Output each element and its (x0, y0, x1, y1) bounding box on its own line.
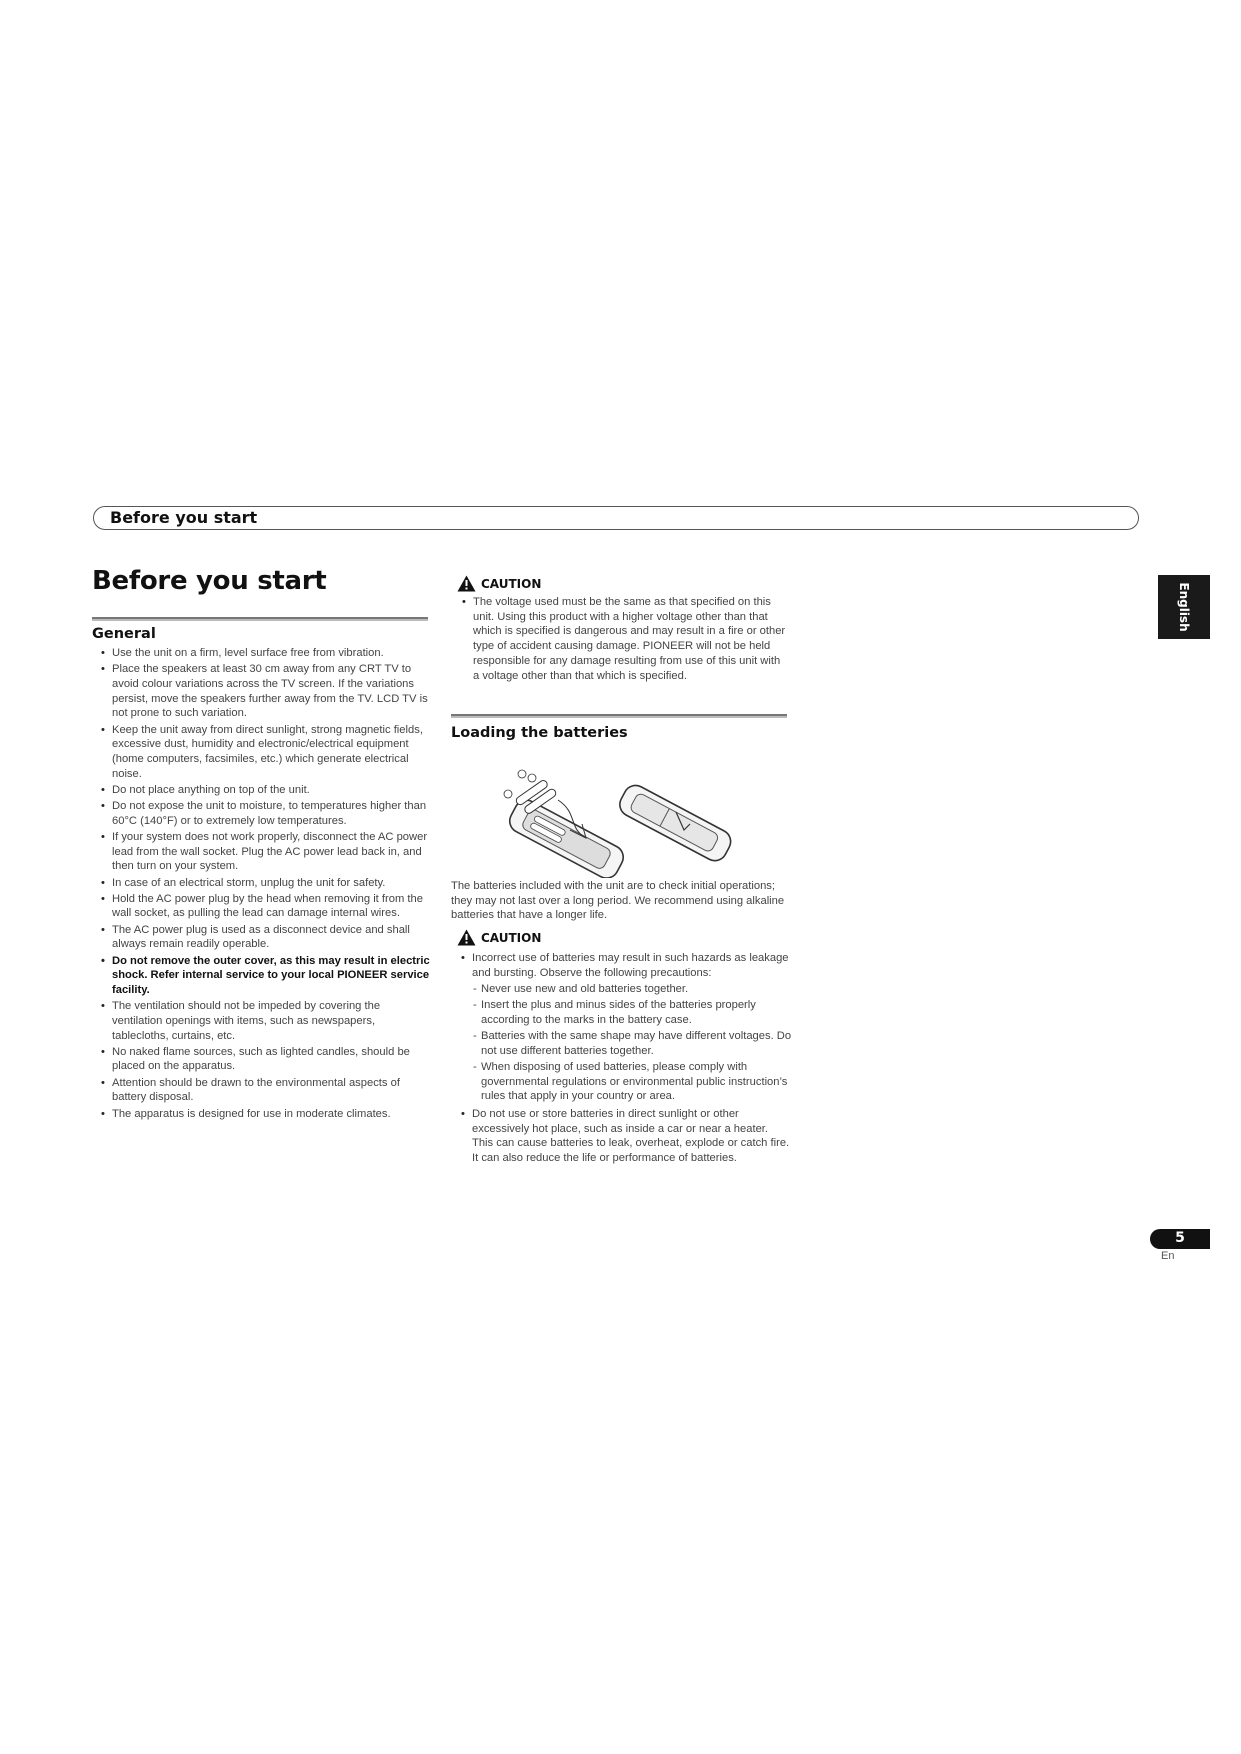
caution-2-item-1-text: Incorrect use of batteries may result in such hazards as leakage and bursting. Observe the following precautions: (472, 952, 789, 979)
page-language-code: En (1161, 1250, 1175, 1262)
caution-section-1 (453, 595, 787, 685)
header-title: Before you start (110, 508, 258, 527)
caution-1-text: • The voltage used must be the same as that specified on this unit. Using this product with a higher voltage other than that which is specified is dangerous and may result in a fire or other type of accident causing damage. PIONEER will not be held responsible for any damage resulting from use of this unit with a voltage other than that which is specified. (453, 595, 787, 683)
general-item-12: • No naked flame sources, such as lighted candles, should be placed on the apparatus. (92, 1045, 432, 1074)
general-item-5: • Do not expose the unit to moisture, to temperatures higher than 60°C (140°F) or to extremely low temperatures. (92, 799, 432, 828)
general-list (92, 646, 432, 1121)
language-tab-label: English (1177, 582, 1191, 632)
general-item-6: • If your system does not work properly, disconnect the AC power lead from the wall socket. Plug the AC power lead back in, and then turn on your system. (92, 830, 432, 874)
caution-2-item-2: • Do not use or store batteries in direct sunlight or other excessively hot place, such as inside a car or near a heater. This can cause batteries to leak, overheat, explode or catch fire. It can also reduce the life or performance of batteries. (452, 1107, 792, 1166)
precaution-item-1: - Never use new and old batteries together. (472, 982, 792, 997)
header-bar (93, 506, 1139, 530)
section-rule-general (92, 617, 428, 621)
batteries-intro: The batteries included with the unit are to check initial operations; they may not last over a long period. We recommend using alkaline batteries that have a longer life. (451, 880, 785, 922)
page-number: 5 (1175, 1230, 1185, 1246)
language-tab (1158, 575, 1210, 639)
battery-loading-illustration (498, 768, 738, 878)
general-item-1: • Use the unit on a firm, level surface free from vibration. (92, 646, 432, 661)
precaution-item-4: - When disposing of used batteries, please comply with governmental regulations or environmental public instruction’s rules that apply in your country or area. (472, 1060, 792, 1104)
general-item-14: • The apparatus is designed for use in moderate climates. (92, 1107, 432, 1122)
caution-heading-1 (457, 575, 541, 592)
general-item-11: • The ventilation should not be impeded by covering the ventilation openings with items, such as newspapers, tablecloths, curtains, etc. (92, 999, 432, 1043)
caution-2-item-1 (452, 951, 792, 1104)
general-item-9: • The AC power plug is used as a disconnect device and shall always remain readily operable. (92, 923, 432, 952)
caution-heading-2 (457, 929, 541, 946)
caution-section-2 (452, 951, 792, 1167)
general-heading: General (92, 626, 156, 642)
page-number-badge (1150, 1229, 1210, 1249)
batteries-heading: Loading the batteries (451, 725, 628, 741)
general-item-10-warning: • Do not remove the outer cover, as this may result in electric shock. Refer internal service to your local PIONEER service facility. (92, 954, 432, 998)
general-item-2: • Place the speakers at least 30 cm away from any CRT TV to avoid colour variations across the TV screen. If the variations persist, move the speakers further away from the TV. LCD TV is not prone to such variation. (92, 662, 432, 721)
warning-triangle-icon (457, 575, 476, 592)
general-item-3: • Keep the unit away from direct sunlight, strong magnetic fields, excessive dust, humidity and electronic/electrical equipment (home computers, facsimiles, etc.) which generate electrical noise. (92, 723, 432, 782)
section-rule-batteries (451, 714, 787, 718)
precaution-item-3: - Batteries with the same shape may have different voltages. Do not use different batteries together. (472, 1029, 792, 1058)
caution-label-1: CAUTION (481, 576, 542, 591)
general-item-7: • In case of an electrical storm, unplug the unit for safety. (92, 876, 432, 891)
general-section (92, 646, 432, 1123)
general-item-8: • Hold the AC power plug by the head when removing it from the wall socket, as pulling the lead can damage internal wires. (92, 892, 432, 921)
warning-triangle-icon (457, 929, 476, 946)
general-item-13: • Attention should be drawn to the environmental aspects of battery disposal. (92, 1076, 432, 1105)
caution-label-2: CAUTION (481, 930, 542, 945)
precaution-item-2: - Insert the plus and minus sides of the batteries properly according to the marks in the battery case. (472, 998, 792, 1027)
battery-precautions-list (472, 982, 792, 1104)
page-title: Before you start (92, 566, 327, 596)
general-item-4: • Do not place anything on top of the unit. (92, 783, 432, 798)
